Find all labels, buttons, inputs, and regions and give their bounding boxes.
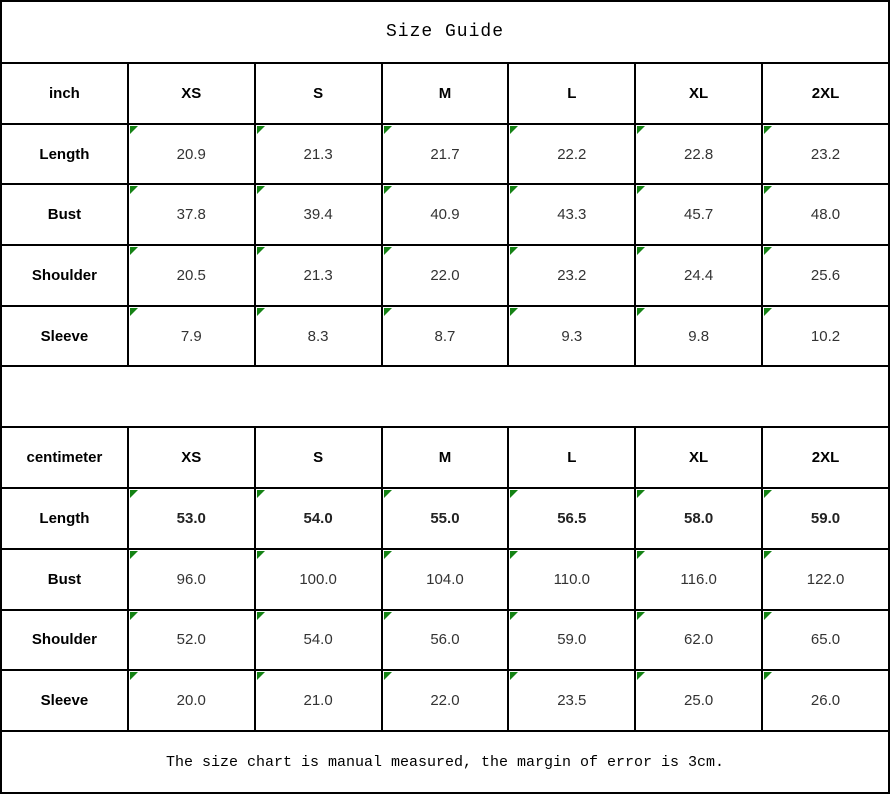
- cell-value: [635, 124, 762, 185]
- cell-flag-triangle-icon: [510, 308, 518, 316]
- size-header-xl: XL: [635, 427, 762, 488]
- cell-value: [382, 184, 509, 245]
- cell-text: 22.0: [430, 692, 460, 710]
- row-label-bust: Bust: [1, 184, 128, 245]
- cell-text: 116.0: [680, 570, 717, 588]
- cell-text: 54.0: [303, 509, 333, 527]
- cell-text: 40.9: [430, 206, 460, 224]
- cell-flag-triangle-icon: [257, 612, 265, 620]
- cell-flag-triangle-icon: [257, 308, 265, 316]
- cell-flag-triangle-icon: [384, 186, 392, 194]
- cell-flag-triangle-icon: [384, 126, 392, 134]
- cell-flag-triangle-icon: [637, 612, 645, 620]
- cell-text: 45.7: [684, 206, 714, 224]
- cell-flag-triangle-icon: [384, 672, 392, 680]
- table-row-cm-length: [1, 488, 889, 549]
- cell-value: [762, 245, 889, 306]
- cell-text: 59.0: [557, 631, 587, 649]
- cell-flag-triangle-icon: [764, 551, 772, 559]
- cell-text: 8.3: [307, 327, 329, 345]
- cell-text: 56.5: [557, 509, 587, 527]
- size-header-2xl: 2XL: [762, 63, 889, 124]
- cell-text: 25.6: [810, 266, 841, 284]
- cell-value: [762, 124, 889, 185]
- cell-flag-triangle-icon: [637, 308, 645, 316]
- cell-value: [762, 184, 889, 245]
- cell-value: [635, 245, 762, 306]
- cell-flag-triangle-icon: [130, 126, 138, 134]
- cell-value: [635, 549, 762, 610]
- cell-text: 21.7: [430, 145, 460, 163]
- table-row-inch-bust: [1, 184, 889, 245]
- table-spacer: [1, 366, 889, 427]
- cell-text: 21.3: [303, 266, 333, 284]
- cell-flag-triangle-icon: [510, 490, 518, 498]
- cell-flag-triangle-icon: [130, 247, 138, 255]
- cell-flag-triangle-icon: [764, 490, 772, 498]
- cell-value: [508, 670, 635, 731]
- cell-value: [128, 184, 255, 245]
- row-label-sleeve: Sleeve: [1, 306, 128, 367]
- cell-text: 56.0: [430, 631, 460, 649]
- cell-value: [382, 610, 509, 671]
- row-label-shoulder: Shoulder: [1, 245, 128, 306]
- cell-text: 23.2: [810, 145, 841, 163]
- cell-text: 58.0: [684, 509, 714, 527]
- cell-flag-triangle-icon: [637, 186, 645, 194]
- cell-text: 48.0: [810, 206, 841, 224]
- cell-text: 52.0: [176, 631, 206, 649]
- cell-flag-triangle-icon: [764, 672, 772, 680]
- cell-value: [128, 245, 255, 306]
- cell-text: 9.8: [688, 327, 710, 345]
- size-header-m: M: [382, 427, 509, 488]
- cell-value: [635, 184, 762, 245]
- cell-value: [508, 549, 635, 610]
- cell-text: 55.0: [430, 509, 460, 527]
- cell-text: 24.4: [684, 266, 714, 284]
- cell-text: 43.3: [557, 206, 587, 224]
- cell-text: 8.7: [434, 327, 456, 345]
- cell-value: [382, 670, 509, 731]
- cell-value: [382, 306, 509, 367]
- table-row-inch-shoulder: [1, 245, 889, 306]
- cell-value: [508, 488, 635, 549]
- cell-value: [508, 306, 635, 367]
- cell-text: 10.2: [810, 327, 841, 345]
- cell-flag-triangle-icon: [257, 490, 265, 498]
- cell-flag-triangle-icon: [510, 672, 518, 680]
- cell-value: [762, 306, 889, 367]
- size-header-xl: XL: [635, 63, 762, 124]
- size-header-l: L: [508, 427, 635, 488]
- size-header-l: L: [508, 63, 635, 124]
- cell-flag-triangle-icon: [510, 551, 518, 559]
- table-row-cm-bust: [1, 549, 889, 610]
- cell-value: [762, 670, 889, 731]
- cell-flag-triangle-icon: [257, 551, 265, 559]
- cell-flag-triangle-icon: [384, 551, 392, 559]
- cell-text: 39.4: [303, 206, 333, 224]
- cell-flag-triangle-icon: [510, 126, 518, 134]
- row-label-shoulder: Shoulder: [1, 610, 128, 671]
- cell-flag-triangle-icon: [257, 672, 265, 680]
- cell-value: [128, 306, 255, 367]
- size-header-2xl: 2XL: [762, 427, 889, 488]
- cell-flag-triangle-icon: [510, 247, 518, 255]
- table-row-cm-shoulder: [1, 610, 889, 671]
- cell-flag-triangle-icon: [384, 612, 392, 620]
- cell-text: 122.0: [806, 570, 845, 588]
- cell-text: 104.0: [426, 570, 464, 588]
- row-label-sleeve: Sleeve: [1, 670, 128, 731]
- table-row-inch-length: [1, 124, 889, 185]
- cell-flag-triangle-icon: [384, 490, 392, 498]
- cell-text: 65.0: [810, 631, 841, 649]
- cell-text: 20.0: [176, 692, 206, 710]
- footer-note: The size chart is manual measured, the margin of error is 3cm.: [1, 731, 889, 793]
- row-label-length: Length: [1, 488, 128, 549]
- page-title: Size Guide: [1, 1, 889, 63]
- unit-header-inch: inch: [1, 63, 128, 124]
- row-label-bust: Bust: [1, 549, 128, 610]
- cell-flag-triangle-icon: [130, 490, 138, 498]
- cell-value: [762, 549, 889, 610]
- cell-flag-triangle-icon: [130, 551, 138, 559]
- cell-value: [128, 124, 255, 185]
- spacer-row: [1, 366, 889, 427]
- cell-value: [128, 670, 255, 731]
- cell-value: [635, 610, 762, 671]
- size-header-m: M: [382, 63, 509, 124]
- cell-text: 100.0: [299, 570, 337, 588]
- cell-flag-triangle-icon: [130, 186, 138, 194]
- cell-text: 23.2: [557, 266, 587, 284]
- inch-header-row: [1, 63, 889, 124]
- cell-flag-triangle-icon: [637, 490, 645, 498]
- cell-flag-triangle-icon: [510, 612, 518, 620]
- cell-value: [508, 124, 635, 185]
- cell-flag-triangle-icon: [384, 308, 392, 316]
- cell-value: [255, 670, 382, 731]
- cell-text: 26.0: [810, 692, 841, 710]
- cell-flag-triangle-icon: [130, 612, 138, 620]
- cell-value: [255, 549, 382, 610]
- table-row-cm-sleeve: [1, 670, 889, 731]
- cell-value: [382, 245, 509, 306]
- cell-text: 22.2: [557, 145, 587, 163]
- size-header-s: S: [255, 63, 382, 124]
- cell-value: [635, 488, 762, 549]
- cell-text: 25.0: [684, 692, 714, 710]
- cell-text: 22.0: [430, 266, 460, 284]
- size-header-xs: XS: [128, 427, 255, 488]
- cell-value: [508, 184, 635, 245]
- cell-text: 62.0: [684, 631, 714, 649]
- cell-text: 21.0: [303, 692, 333, 710]
- cell-flag-triangle-icon: [257, 186, 265, 194]
- cell-flag-triangle-icon: [257, 247, 265, 255]
- cell-text: 59.0: [810, 509, 841, 527]
- cell-value: [762, 610, 889, 671]
- cell-flag-triangle-icon: [510, 186, 518, 194]
- cell-value: [255, 306, 382, 367]
- cell-flag-triangle-icon: [637, 672, 645, 680]
- cell-value: [255, 184, 382, 245]
- cell-text: 110.0: [553, 570, 591, 588]
- cell-value: [382, 488, 509, 549]
- cell-text: 7.9: [180, 327, 202, 345]
- cell-value: [128, 549, 255, 610]
- cell-text: 53.0: [176, 509, 206, 527]
- cell-flag-triangle-icon: [637, 247, 645, 255]
- row-label-length: Length: [1, 124, 128, 185]
- table-row-inch-sleeve: [1, 306, 889, 367]
- footer-row: [1, 731, 889, 793]
- cm-header-row: [1, 427, 889, 488]
- cell-flag-triangle-icon: [130, 672, 138, 680]
- cell-text: 9.3: [561, 327, 583, 345]
- cell-flag-triangle-icon: [764, 247, 772, 255]
- cell-value: [382, 124, 509, 185]
- cell-flag-triangle-icon: [130, 308, 138, 316]
- cell-value: [635, 670, 762, 731]
- cell-flag-triangle-icon: [764, 612, 772, 620]
- cell-flag-triangle-icon: [257, 126, 265, 134]
- cell-value: [255, 124, 382, 185]
- size-header-s: S: [255, 427, 382, 488]
- cell-text: 22.8: [684, 145, 714, 163]
- cell-value: [255, 610, 382, 671]
- unit-header-centimeter: centimeter: [1, 427, 128, 488]
- cell-text: 23.5: [557, 692, 587, 710]
- cell-value: [508, 610, 635, 671]
- cell-flag-triangle-icon: [637, 551, 645, 559]
- cell-flag-triangle-icon: [764, 186, 772, 194]
- cell-value: [382, 549, 509, 610]
- cell-text: 20.5: [176, 266, 206, 284]
- size-header-xs: XS: [128, 63, 255, 124]
- cell-text: 54.0: [303, 631, 333, 649]
- cell-value: [762, 488, 889, 549]
- cell-text: 21.3: [303, 145, 333, 163]
- cell-value: [255, 245, 382, 306]
- cell-value: [128, 610, 255, 671]
- cell-value: [128, 488, 255, 549]
- cell-flag-triangle-icon: [384, 247, 392, 255]
- cell-flag-triangle-icon: [764, 126, 772, 134]
- title-row: [1, 1, 889, 63]
- cell-text: 37.8: [176, 206, 206, 224]
- cell-value: [255, 488, 382, 549]
- cell-value: [635, 306, 762, 367]
- cell-text: 20.9: [176, 145, 206, 163]
- cell-value: [508, 245, 635, 306]
- cell-text: 96.0: [176, 570, 206, 588]
- cell-flag-triangle-icon: [637, 126, 645, 134]
- cell-flag-triangle-icon: [764, 308, 772, 316]
